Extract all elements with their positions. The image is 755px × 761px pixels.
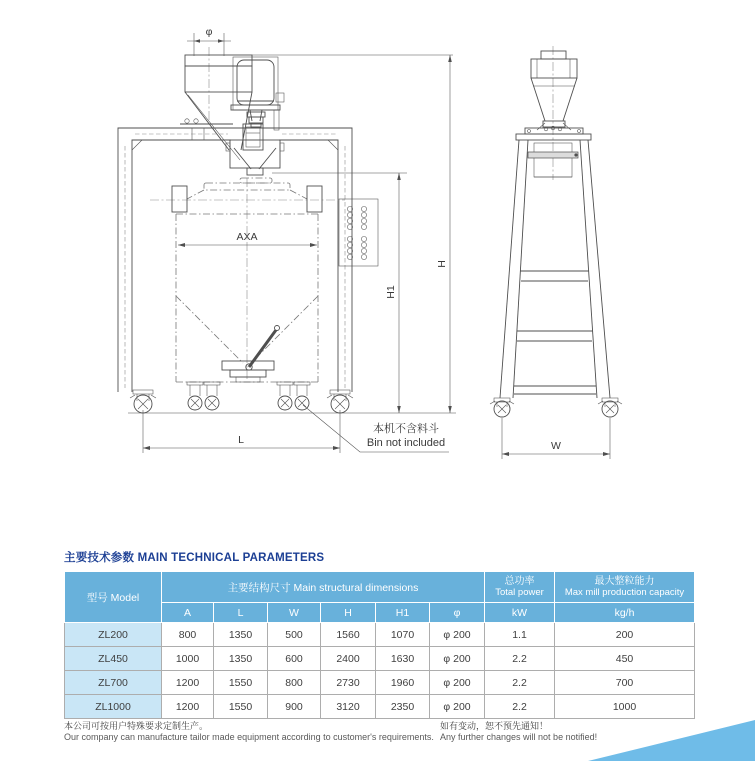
- table-cell: φ 200: [430, 623, 485, 647]
- model-cell: ZL700: [65, 671, 162, 695]
- model-cell: ZL450: [65, 647, 162, 671]
- mill-housing: [226, 140, 284, 175]
- side-motor-hopper: [525, 51, 583, 134]
- side-view: [490, 46, 622, 459]
- footnotes: [64, 721, 704, 744]
- panel-buttons: [347, 206, 366, 259]
- dim-l: [143, 410, 340, 453]
- model-cell: ZL200: [65, 623, 162, 647]
- table-row: [65, 647, 695, 671]
- table-cell: 1200: [162, 695, 214, 719]
- phi-dim-label: φ: [205, 26, 213, 38]
- h-dim-label: H: [436, 260, 448, 268]
- capacity-en: Max mill production capacity: [564, 586, 685, 598]
- dim-axa: [178, 231, 317, 247]
- sub-header-a: A: [162, 603, 214, 623]
- dim-w: [502, 418, 610, 459]
- side-casters: [490, 398, 622, 417]
- storage-bin: [150, 178, 345, 410]
- model-cell: ZL1000: [65, 695, 162, 719]
- table-cell: 450: [555, 647, 695, 671]
- footnote-left: [64, 721, 440, 744]
- table-cell: 2.2: [485, 695, 555, 719]
- table-row: [65, 623, 695, 647]
- motor: [231, 57, 284, 130]
- table-cell: 3120: [321, 695, 376, 719]
- sub-header-kw: kW: [485, 603, 555, 623]
- dim-h1: [272, 173, 407, 413]
- side-frame: [500, 134, 610, 398]
- bin-note-zh: 本机不含料斗: [373, 423, 439, 435]
- col-header-dimensions-group: 主要结构尺寸 Main structural dimensions: [162, 572, 485, 603]
- table-cell: 2350: [376, 695, 430, 719]
- table-cell: φ 200: [430, 647, 485, 671]
- table-cell: 1200: [162, 671, 214, 695]
- table-cell: 200: [555, 623, 695, 647]
- table-cell: 1630: [376, 647, 430, 671]
- capacity-zh: 最大整粒能力: [594, 575, 655, 587]
- table-cell: φ 200: [430, 695, 485, 719]
- table-cell: 900: [268, 695, 321, 719]
- table-cell: 1550: [214, 671, 268, 695]
- h1-dim-label: H1: [385, 285, 397, 299]
- w-dim-label: W: [551, 440, 561, 452]
- table-cell: 1350: [214, 623, 268, 647]
- footnote-left-zh: 本公司可按用户特殊要求定制生产。: [64, 721, 209, 731]
- table-cell: 800: [268, 671, 321, 695]
- sub-header-w: W: [268, 603, 321, 623]
- table-cell: 1960: [376, 671, 430, 695]
- table-cell: 600: [268, 647, 321, 671]
- table-cell: 2.2: [485, 647, 555, 671]
- table-cell: 1070: [376, 623, 430, 647]
- power-zh: 总功率: [504, 575, 535, 587]
- footnote-right-zh: 如有变动，恕不预先通知！: [440, 721, 549, 731]
- bin-casters: [187, 382, 310, 410]
- table-cell: 1550: [214, 695, 268, 719]
- l-dim-label: L: [238, 434, 244, 446]
- power-en: Total power: [495, 586, 544, 598]
- table-cell: 1560: [321, 623, 376, 647]
- table-cell: 500: [268, 623, 321, 647]
- col-header-power: [485, 572, 555, 603]
- motor-pipe: [274, 110, 279, 130]
- table-cell: 800: [162, 623, 214, 647]
- table-title: 主要技术参数 MAIN TECHNICAL PARAMETERS: [64, 552, 325, 564]
- table-cell: 1000: [162, 647, 214, 671]
- dim-h: [436, 55, 452, 413]
- feed-hopper: [185, 47, 252, 160]
- footnote-right: [440, 721, 597, 744]
- table-cell: 1.1: [485, 623, 555, 647]
- sub-header-kgh: kg/h: [555, 603, 695, 623]
- col-header-capacity: [555, 572, 695, 603]
- table-row: [65, 695, 695, 719]
- bin-note-en: Bin not included: [366, 437, 446, 449]
- table-cell: φ 200: [430, 671, 485, 695]
- sub-header-l: L: [214, 603, 268, 623]
- col-header-model: 型号 Model: [65, 572, 162, 623]
- sub-header-phi: φ: [430, 603, 485, 623]
- footnote-right-en: Any further changes will not be notified!: [440, 732, 598, 743]
- parameters-table: [64, 571, 695, 719]
- frame-casters: [130, 390, 353, 413]
- axa-dim-label: AXA: [236, 231, 258, 243]
- table-row: [65, 671, 695, 695]
- table-cell: 1350: [214, 647, 268, 671]
- side-shelf-bar: [528, 152, 578, 158]
- sub-header-h: H: [321, 603, 376, 623]
- hopper-support-arm: [180, 119, 233, 140]
- table-cell: 1000: [555, 695, 695, 719]
- table-cell: 2730: [321, 671, 376, 695]
- bin-note: [303, 405, 449, 452]
- front-view: [118, 26, 456, 453]
- table-cell: 700: [555, 671, 695, 695]
- table-cell: 2.2: [485, 671, 555, 695]
- table-cell: 2400: [321, 647, 376, 671]
- footnote-left-en: Our company can manufacture tailor made equipment according to customer's requirements.: [64, 732, 434, 743]
- sub-header-h1: H1: [376, 603, 430, 623]
- discharge-valve: [222, 326, 280, 383]
